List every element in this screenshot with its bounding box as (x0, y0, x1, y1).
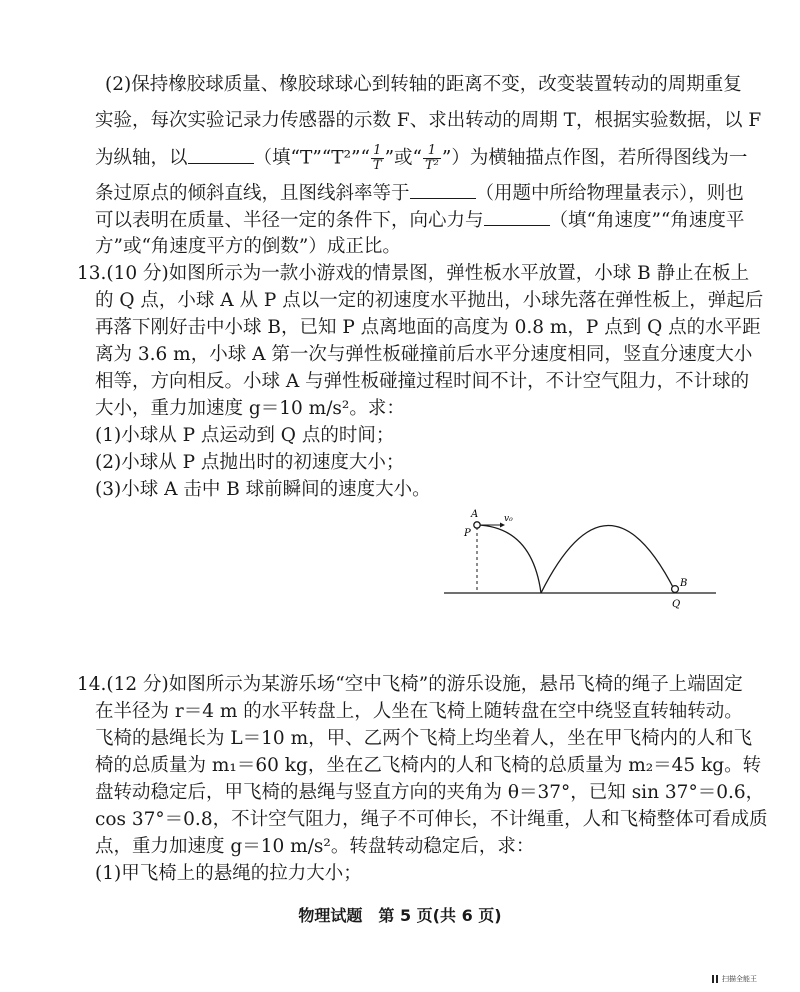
q14-line1-text: (12 分)如图所示为某游乐场“空中飞椅”的游乐设施，悬吊飞椅的绳子上端固定 (106, 674, 743, 695)
q14-line5: 盘转动稳定后，甲飞椅的悬绳与竖直方向的夹角为 θ＝37°，已知 sin 37°＝0.6， (95, 782, 765, 803)
q13-sub1: (1)小球从 P 点运动到 Q 点的时间； (95, 425, 395, 446)
q14-line6: cos 37°＝0.8，不计空气阻力，绳子不可伸长，不计绳重，人和飞椅整体可看成质 (95, 809, 768, 830)
q12-2-line3-b: （填“T”“T²”“ (253, 147, 370, 169)
q12-2-line4-b: （用题中所给物理量表示），则也 (475, 183, 744, 204)
label-a: A (471, 509, 479, 520)
label-b: B (680, 578, 688, 589)
q12-2-line3 (95, 144, 747, 173)
q14-line2: 在半径为 r＝4 m 的水平转盘上，人坐在飞椅上随转盘在空中绕竖直转轴转动。 (95, 701, 743, 722)
q13-sub2: (2)小球从 P 点抛出时的初速度大小； (95, 452, 405, 473)
answer-blank-1 (188, 145, 254, 164)
q12-2-line5-a: 可以表明在质量、半径一定的条件下，向心力与 (95, 210, 484, 231)
q12-2-line4-a: 条过原点的倾斜直线，且图线斜率等于 (95, 183, 410, 204)
qr-icon (712, 975, 720, 983)
ball-b (672, 586, 679, 593)
page-footer: 物理试题 第 5 页(共 6 页) (298, 906, 502, 925)
q14-line3: 飞椅的悬绳长为 L＝10 m，甲、乙两个飞椅上均坐着人，坐在甲飞椅内的人和飞 (95, 728, 753, 749)
frac1-numerator: 1 (371, 144, 384, 159)
watermark-text: 扫描全能王 (722, 975, 757, 983)
q13-line1 (77, 261, 749, 287)
q14-line7: 点，重力加速度 g＝10 m/s²。转盘转动稳定后，求： (95, 836, 535, 857)
q12-2-line3-d: ”）为横轴描点作图，若所得图线为一 (441, 147, 748, 169)
label-q: Q (672, 599, 681, 610)
q13-line4: 离为 3.6 m，小球 A 第一次与弹性板碰撞前后水平分速度相同，竖直分速度大小 (95, 344, 753, 365)
trajectory-first-arc (477, 525, 541, 593)
q14-line4: 椅的总质量为 m₁＝60 kg，坐在乙飞椅内的人和飞椅的总质量为 m₂＝45 kg。转 (95, 755, 762, 776)
answer-blank-3 (484, 207, 550, 226)
trajectory-second-arc (541, 525, 675, 593)
fraction-1-over-T2 (423, 144, 441, 173)
projectile-diagram (440, 505, 720, 615)
ball-a (474, 522, 480, 528)
q13-line2: 的 Q 点，小球 A 从 P 点以一定的初速度水平抛出，小球先落在弹性板上，弹起后 (95, 290, 764, 311)
q12-2-line2: 实验，每次实验记录力传感器的示数 F、求出转动的周期 T，根据实验数据，以 F (95, 110, 762, 131)
frac1-denominator: T (372, 158, 382, 173)
q14-sub1: (1)甲飞椅上的悬绳的拉力大小； (95, 863, 362, 884)
scanner-watermark (712, 974, 757, 984)
q13-line6: 大小，重力加速度 g＝10 m/s²。求： (95, 398, 405, 419)
q12-2-line5-b: （填“角速度”“角速度平 (549, 210, 745, 231)
q13-line1-text: (10 分)如图所示为一款小游戏的情景图，弹性板水平放置，小球 B 静止在板上 (106, 263, 750, 284)
q12-2-line5 (95, 207, 744, 234)
frac2-numerator: 1 (423, 144, 441, 159)
q12-2-line1: (2)保持橡胶球质量、橡胶球球心到转轴的距离不变，改变装置转动的周期重复 (105, 74, 742, 95)
q12-2-line6: 方”或“角速度平方的倒数”）成正比。 (95, 236, 401, 257)
label-p: P (464, 528, 471, 539)
q13-figure (440, 505, 720, 619)
q13-sub3: (3)小球 A 击中 B 球前瞬间的速度大小。 (95, 479, 431, 500)
q12-2-line3-c: ”或“ (384, 147, 422, 169)
q14-line1 (77, 672, 743, 698)
q13-line5: 相等，方向相反。小球 A 与弹性板碰撞过程时间不计，不计空气阻力，不计球的 (95, 371, 750, 392)
q13-line3: 再落下刚好击中小球 B，已知 P 点离地面的高度为 0.8 m，P 点到 Q 点的水平距 (95, 317, 761, 338)
label-v0: v₀ (504, 514, 513, 524)
fraction-1-over-T (371, 144, 384, 173)
q14-number: 14. (77, 674, 107, 695)
q12-2-line4 (95, 180, 744, 207)
q12-2-line3-a: 为纵轴，以 (95, 147, 188, 169)
q13-number: 13. (77, 263, 107, 284)
answer-blank-2 (410, 180, 476, 199)
frac2-denominator: T² (425, 158, 439, 173)
